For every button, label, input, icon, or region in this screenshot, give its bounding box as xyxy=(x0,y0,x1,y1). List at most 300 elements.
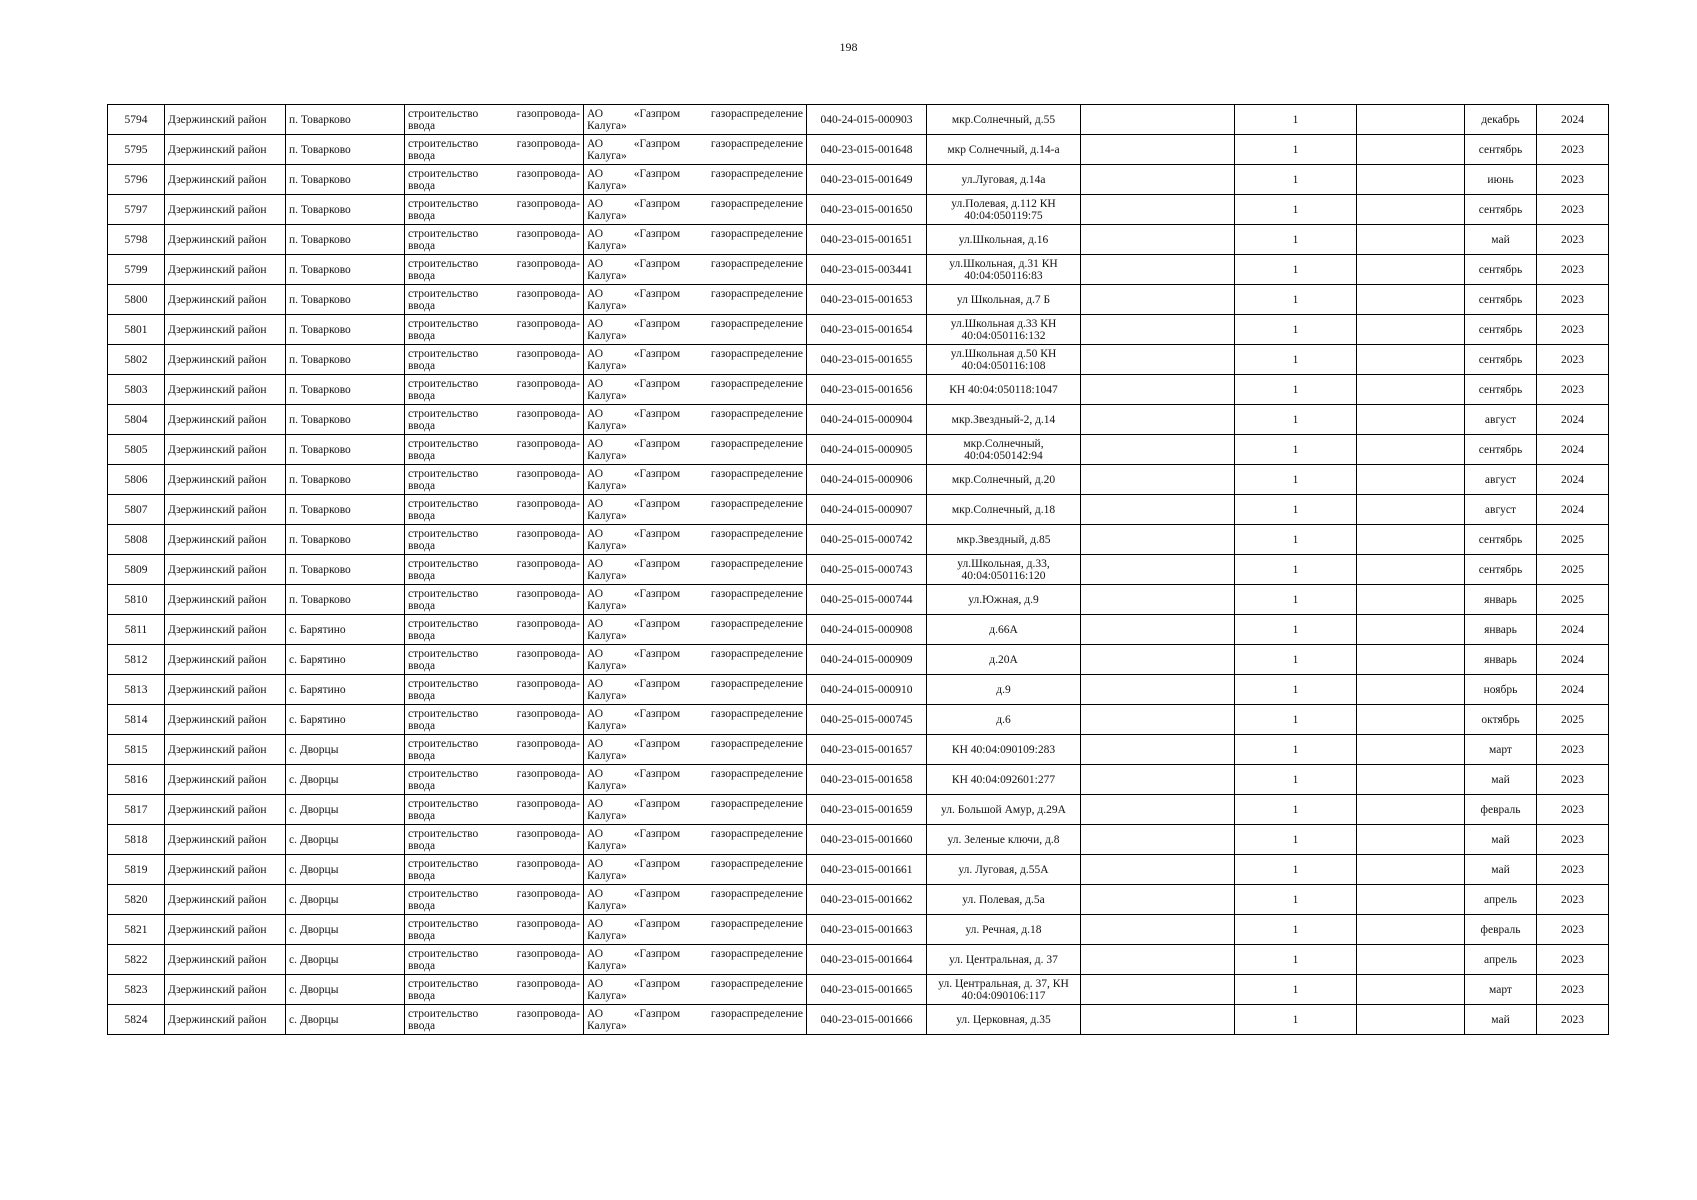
quantity-cell: 1 xyxy=(1235,825,1357,855)
work-type-word-2: газопровода- xyxy=(516,347,580,360)
row-number: 5812 xyxy=(108,645,165,675)
month-cell: сентябрь xyxy=(1465,255,1537,285)
year-cell: 2023 xyxy=(1537,345,1609,375)
registration-code-cell: 040-23-015-001655 xyxy=(807,345,927,375)
work-type-word-3: ввода xyxy=(408,1019,436,1032)
locality-cell: п. Товарково xyxy=(286,525,405,555)
empty-cell xyxy=(1357,195,1465,225)
work-type-word-3: ввода xyxy=(408,719,436,732)
work-type-word-2: газопровода- xyxy=(516,737,580,750)
registration-code-cell: 040-24-015-000907 xyxy=(807,495,927,525)
organization-word-1: АО xyxy=(587,467,604,480)
year-cell: 2024 xyxy=(1537,615,1609,645)
empty-cell xyxy=(1081,495,1235,525)
work-type-word-2: газопровода- xyxy=(516,437,580,450)
address-line-1: д.20А xyxy=(989,653,1018,666)
empty-cell xyxy=(1081,795,1235,825)
address-line-1: д.6 xyxy=(996,713,1011,726)
row-number: 5804 xyxy=(108,405,165,435)
organization-word-2: «Газпром xyxy=(633,1007,681,1020)
empty-cell xyxy=(1081,555,1235,585)
work-type-word-1: строительство xyxy=(408,257,479,270)
work-type-cell xyxy=(405,705,584,735)
registration-code-cell: 040-23-015-001656 xyxy=(807,375,927,405)
empty-cell xyxy=(1357,405,1465,435)
registration-code-cell: 040-23-015-001663 xyxy=(807,915,927,945)
locality-cell: п. Товарково xyxy=(286,585,405,615)
registration-code-cell: 040-24-015-000903 xyxy=(807,105,927,135)
address-line-1: ул.Южная, д.9 xyxy=(968,593,1039,606)
year-cell: 2023 xyxy=(1537,915,1609,945)
organization-word-2: «Газпром xyxy=(633,137,681,150)
address-cell xyxy=(927,735,1081,765)
work-type-word-3: ввода xyxy=(408,539,436,552)
address-line-1: ул. Центральная, д. 37, КН xyxy=(938,977,1069,990)
work-type-word-3: ввода xyxy=(408,179,436,192)
work-type-word-1: строительство xyxy=(408,137,479,150)
empty-cell xyxy=(1357,945,1465,975)
work-type-word-2: газопровода- xyxy=(516,1007,580,1020)
address-cell xyxy=(927,195,1081,225)
organization-word-3: газораспределение xyxy=(710,557,803,570)
locality-cell: п. Товарково xyxy=(286,435,405,465)
table-row xyxy=(108,765,1609,795)
organization-word-4: Калуга» xyxy=(587,989,627,1002)
empty-cell xyxy=(1081,135,1235,165)
organization-cell xyxy=(584,825,807,855)
empty-cell xyxy=(1357,915,1465,945)
year-cell: 2023 xyxy=(1537,735,1609,765)
year-cell: 2023 xyxy=(1537,945,1609,975)
table-row xyxy=(108,885,1609,915)
organization-word-3: газораспределение xyxy=(710,467,803,480)
address-line-1: ул. Зеленые ключи, д.8 xyxy=(947,833,1060,846)
locality-cell: с. Барятино xyxy=(286,675,405,705)
organization-cell xyxy=(584,435,807,465)
organization-word-4: Калуга» xyxy=(587,299,627,312)
year-cell: 2023 xyxy=(1537,375,1609,405)
locality-cell: с. Барятино xyxy=(286,645,405,675)
district-cell: Дзержинский район xyxy=(165,345,286,375)
table-row xyxy=(108,165,1609,195)
registration-code-cell: 040-23-015-001653 xyxy=(807,285,927,315)
address-line-1: ул.Школьная, д.33, xyxy=(957,557,1050,570)
registration-code-cell: 040-25-015-000742 xyxy=(807,525,927,555)
month-cell: январь xyxy=(1465,645,1537,675)
organization-word-3: газораспределение xyxy=(710,197,803,210)
year-cell: 2023 xyxy=(1537,225,1609,255)
table-row xyxy=(108,1005,1609,1035)
district-cell: Дзержинский район xyxy=(165,945,286,975)
organization-word-4: Калуга» xyxy=(587,209,627,222)
month-cell: май xyxy=(1465,825,1537,855)
row-number: 5822 xyxy=(108,945,165,975)
work-type-cell xyxy=(405,555,584,585)
table-row xyxy=(108,465,1609,495)
row-number: 5813 xyxy=(108,675,165,705)
month-cell: январь xyxy=(1465,615,1537,645)
organization-word-2: «Газпром xyxy=(633,167,681,180)
row-number: 5809 xyxy=(108,555,165,585)
work-type-cell xyxy=(405,1005,584,1035)
organization-word-3: газораспределение xyxy=(710,317,803,330)
quantity-cell: 1 xyxy=(1235,735,1357,765)
work-type-word-1: строительство xyxy=(408,947,479,960)
empty-cell xyxy=(1357,315,1465,345)
empty-cell xyxy=(1357,885,1465,915)
year-cell: 2023 xyxy=(1537,165,1609,195)
registration-code-cell: 040-24-015-000910 xyxy=(807,675,927,705)
address-cell xyxy=(927,285,1081,315)
work-type-word-3: ввода xyxy=(408,869,436,882)
year-cell: 2023 xyxy=(1537,195,1609,225)
month-cell: сентябрь xyxy=(1465,315,1537,345)
organization-word-1: АО xyxy=(587,137,604,150)
address-cell xyxy=(927,615,1081,645)
work-type-cell xyxy=(405,765,584,795)
organization-word-4: Калуга» xyxy=(587,149,627,162)
quantity-cell: 1 xyxy=(1235,105,1357,135)
empty-cell xyxy=(1357,495,1465,525)
registration-code-cell: 040-25-015-000745 xyxy=(807,705,927,735)
work-type-word-3: ввода xyxy=(408,389,436,402)
locality-cell: п. Товарково xyxy=(286,135,405,165)
organization-word-3: газораспределение xyxy=(710,887,803,900)
work-type-word-2: газопровода- xyxy=(516,137,580,150)
organization-word-3: газораспределение xyxy=(710,737,803,750)
organization-word-4: Калуга» xyxy=(587,599,627,612)
row-number: 5802 xyxy=(108,345,165,375)
work-type-word-2: газопровода- xyxy=(516,797,580,810)
organization-word-4: Калуга» xyxy=(587,1019,627,1032)
organization-word-1: АО xyxy=(587,767,604,780)
work-type-word-3: ввода xyxy=(408,299,436,312)
organization-word-2: «Газпром xyxy=(633,497,681,510)
work-type-cell xyxy=(405,885,584,915)
address-cell xyxy=(927,495,1081,525)
empty-cell xyxy=(1357,855,1465,885)
registration-code-cell: 040-23-015-001658 xyxy=(807,765,927,795)
empty-cell xyxy=(1357,795,1465,825)
district-cell: Дзержинский район xyxy=(165,585,286,615)
work-type-cell xyxy=(405,255,584,285)
address-cell xyxy=(927,585,1081,615)
locality-cell: с. Дворцы xyxy=(286,975,405,1005)
organization-word-2: «Газпром xyxy=(633,317,681,330)
work-type-cell xyxy=(405,825,584,855)
row-number: 5801 xyxy=(108,315,165,345)
page-number: 198 xyxy=(839,40,858,54)
empty-cell xyxy=(1357,645,1465,675)
work-type-word-1: строительство xyxy=(408,227,479,240)
year-cell: 2024 xyxy=(1537,645,1609,675)
organization-word-3: газораспределение xyxy=(710,647,803,660)
work-type-word-2: газопровода- xyxy=(516,887,580,900)
work-type-word-2: газопровода- xyxy=(516,767,580,780)
work-type-cell xyxy=(405,195,584,225)
locality-cell: п. Товарково xyxy=(286,285,405,315)
work-type-cell xyxy=(405,465,584,495)
month-cell: апрель xyxy=(1465,885,1537,915)
organization-word-3: газораспределение xyxy=(710,767,803,780)
organization-word-3: газораспределение xyxy=(710,977,803,990)
work-type-word-1: строительство xyxy=(408,917,479,930)
locality-cell: с. Дворцы xyxy=(286,795,405,825)
address-line-2: 40:04:050116:83 xyxy=(964,269,1043,282)
empty-cell xyxy=(1357,675,1465,705)
address-line-1: ул.Школьная д.33 КН xyxy=(950,317,1057,330)
registration-code-cell: 040-23-015-001660 xyxy=(807,825,927,855)
locality-cell: п. Товарково xyxy=(286,105,405,135)
organization-cell xyxy=(584,735,807,765)
registration-code-cell: 040-23-015-001649 xyxy=(807,165,927,195)
registration-code-cell: 040-24-015-000906 xyxy=(807,465,927,495)
organization-word-2: «Газпром xyxy=(633,347,681,360)
empty-cell xyxy=(1081,255,1235,285)
empty-cell xyxy=(1081,975,1235,1005)
empty-cell xyxy=(1357,615,1465,645)
empty-cell xyxy=(1081,225,1235,255)
organization-word-4: Калуга» xyxy=(587,569,627,582)
month-cell: сентябрь xyxy=(1465,285,1537,315)
month-cell: сентябрь xyxy=(1465,435,1537,465)
table-row xyxy=(108,615,1609,645)
registration-code-cell: 040-23-015-001659 xyxy=(807,795,927,825)
organization-cell xyxy=(584,675,807,705)
organization-word-2: «Газпром xyxy=(633,257,681,270)
empty-cell xyxy=(1357,375,1465,405)
work-type-cell xyxy=(405,105,584,135)
organization-word-3: газораспределение xyxy=(710,617,803,630)
empty-cell xyxy=(1357,255,1465,285)
row-number: 5808 xyxy=(108,525,165,555)
organization-word-3: газораспределение xyxy=(710,167,803,180)
work-type-word-2: газопровода- xyxy=(516,377,580,390)
quantity-cell: 1 xyxy=(1235,1005,1357,1035)
organization-word-2: «Газпром xyxy=(633,407,681,420)
row-number: 5797 xyxy=(108,195,165,225)
quantity-cell: 1 xyxy=(1235,375,1357,405)
registration-code-cell: 040-25-015-000744 xyxy=(807,585,927,615)
district-cell: Дзержинский район xyxy=(165,675,286,705)
organization-word-1: АО xyxy=(587,167,604,180)
work-type-word-2: газопровода- xyxy=(516,287,580,300)
organization-word-1: АО xyxy=(587,347,604,360)
work-type-cell xyxy=(405,315,584,345)
empty-cell xyxy=(1081,705,1235,735)
organization-cell xyxy=(584,855,807,885)
district-cell: Дзержинский район xyxy=(165,1005,286,1035)
quantity-cell: 1 xyxy=(1235,225,1357,255)
row-number: 5824 xyxy=(108,1005,165,1035)
locality-cell: п. Товарково xyxy=(286,405,405,435)
empty-cell xyxy=(1081,375,1235,405)
work-type-word-1: строительство xyxy=(408,347,479,360)
work-type-word-3: ввода xyxy=(408,959,436,972)
locality-cell: п. Товарково xyxy=(286,195,405,225)
address-cell xyxy=(927,255,1081,285)
row-number: 5795 xyxy=(108,135,165,165)
work-type-word-3: ввода xyxy=(408,599,436,612)
month-cell: февраль xyxy=(1465,795,1537,825)
organization-cell xyxy=(584,915,807,945)
organization-cell xyxy=(584,315,807,345)
month-cell: сентябрь xyxy=(1465,555,1537,585)
work-type-word-1: строительство xyxy=(408,497,479,510)
year-cell: 2023 xyxy=(1537,885,1609,915)
month-cell: август xyxy=(1465,465,1537,495)
empty-cell xyxy=(1357,165,1465,195)
work-type-word-1: строительство xyxy=(408,1007,479,1020)
address-line-2: 40:04:050142:94 xyxy=(964,449,1043,462)
quantity-cell: 1 xyxy=(1235,645,1357,675)
organization-word-4: Калуга» xyxy=(587,479,627,492)
quantity-cell: 1 xyxy=(1235,315,1357,345)
empty-cell xyxy=(1357,765,1465,795)
work-type-word-2: газопровода- xyxy=(516,317,580,330)
work-type-word-2: газопровода- xyxy=(516,527,580,540)
work-type-word-2: газопровода- xyxy=(516,407,580,420)
quantity-cell: 1 xyxy=(1235,345,1357,375)
year-cell: 2023 xyxy=(1537,1005,1609,1035)
locality-cell: с. Барятино xyxy=(286,705,405,735)
address-cell xyxy=(927,945,1081,975)
empty-cell xyxy=(1081,885,1235,915)
district-cell: Дзержинский район xyxy=(165,735,286,765)
organization-word-1: АО xyxy=(587,377,604,390)
empty-cell xyxy=(1357,1005,1465,1035)
month-cell: октябрь xyxy=(1465,705,1537,735)
address-line-1: мкр.Солнечный, д.20 xyxy=(951,473,1056,486)
district-cell: Дзержинский район xyxy=(165,435,286,465)
district-cell: Дзержинский район xyxy=(165,615,286,645)
work-type-word-3: ввода xyxy=(408,989,436,1002)
organization-word-2: «Газпром xyxy=(633,887,681,900)
organization-word-4: Калуга» xyxy=(587,359,627,372)
empty-cell xyxy=(1081,525,1235,555)
district-cell: Дзержинский район xyxy=(165,555,286,585)
row-number: 5794 xyxy=(108,105,165,135)
organization-word-2: «Газпром xyxy=(633,437,681,450)
work-type-word-1: строительство xyxy=(408,617,479,630)
work-type-word-1: строительство xyxy=(408,167,479,180)
organization-word-3: газораспределение xyxy=(710,947,803,960)
locality-cell: с. Дворцы xyxy=(286,735,405,765)
address-cell xyxy=(927,975,1081,1005)
address-line-1: д.66А xyxy=(989,623,1018,636)
organization-word-3: газораспределение xyxy=(710,797,803,810)
work-type-cell xyxy=(405,855,584,885)
registration-code-cell: 040-23-015-001651 xyxy=(807,225,927,255)
address-line-1: ул. Центральная, д. 37 xyxy=(949,953,1058,966)
address-line-2: 40:04:090106:117 xyxy=(961,989,1046,1002)
registration-code-cell: 040-23-015-001665 xyxy=(807,975,927,1005)
organization-cell xyxy=(584,795,807,825)
organization-word-1: АО xyxy=(587,527,604,540)
quantity-cell: 1 xyxy=(1235,165,1357,195)
table-row xyxy=(108,945,1609,975)
district-cell: Дзержинский район xyxy=(165,765,286,795)
organization-word-3: газораспределение xyxy=(710,857,803,870)
table-row xyxy=(108,405,1609,435)
year-cell: 2023 xyxy=(1537,255,1609,285)
address-line-1: ул.Школьная, д.31 КН xyxy=(949,257,1058,270)
organization-word-4: Калуга» xyxy=(587,239,627,252)
table-row xyxy=(108,135,1609,165)
work-type-word-1: строительство xyxy=(408,377,479,390)
empty-cell xyxy=(1357,135,1465,165)
work-type-word-3: ввода xyxy=(408,119,436,132)
quantity-cell: 1 xyxy=(1235,705,1357,735)
work-type-word-1: строительство xyxy=(408,287,479,300)
district-cell: Дзержинский район xyxy=(165,135,286,165)
organization-word-3: газораспределение xyxy=(710,587,803,600)
quantity-cell: 1 xyxy=(1235,675,1357,705)
table-row xyxy=(108,855,1609,885)
locality-cell: п. Товарково xyxy=(286,345,405,375)
row-number: 5806 xyxy=(108,465,165,495)
row-number: 5816 xyxy=(108,765,165,795)
work-type-word-1: строительство xyxy=(408,857,479,870)
organization-word-1: АО xyxy=(587,257,604,270)
work-type-word-3: ввода xyxy=(408,569,436,582)
address-cell xyxy=(927,405,1081,435)
quantity-cell: 1 xyxy=(1235,495,1357,525)
month-cell: май xyxy=(1465,225,1537,255)
address-line-1: д.9 xyxy=(996,683,1011,696)
table-row xyxy=(108,285,1609,315)
organization-word-4: Калуга» xyxy=(587,899,627,912)
organization-cell xyxy=(584,555,807,585)
row-number: 5814 xyxy=(108,705,165,735)
locality-cell: с. Дворцы xyxy=(286,765,405,795)
district-cell: Дзержинский район xyxy=(165,315,286,345)
work-type-word-3: ввода xyxy=(408,209,436,222)
organization-word-3: газораспределение xyxy=(710,527,803,540)
organization-word-1: АО xyxy=(587,407,604,420)
organization-word-3: газораспределение xyxy=(710,437,803,450)
organization-word-3: газораспределение xyxy=(710,107,803,120)
district-cell: Дзержинский район xyxy=(165,195,286,225)
address-cell xyxy=(927,1005,1081,1035)
registration-code-cell: 040-23-015-001666 xyxy=(807,1005,927,1035)
address-line-2: 40:04:050119:75 xyxy=(964,209,1043,222)
organization-cell xyxy=(584,1005,807,1035)
organization-word-1: АО xyxy=(587,647,604,660)
organization-word-2: «Газпром xyxy=(633,377,681,390)
organization-word-4: Калуга» xyxy=(587,959,627,972)
year-cell: 2025 xyxy=(1537,525,1609,555)
address-line-1: ул.Полевая, д.112 КН xyxy=(951,197,1056,210)
work-type-cell xyxy=(405,645,584,675)
work-type-word-3: ввода xyxy=(408,659,436,672)
address-cell xyxy=(927,705,1081,735)
district-cell: Дзержинский район xyxy=(165,105,286,135)
work-type-cell xyxy=(405,135,584,165)
district-cell: Дзержинский район xyxy=(165,795,286,825)
organization-word-2: «Газпром xyxy=(633,707,681,720)
address-cell xyxy=(927,165,1081,195)
organization-cell xyxy=(584,345,807,375)
registration-code-cell: 040-23-015-001648 xyxy=(807,135,927,165)
work-type-word-3: ввода xyxy=(408,239,436,252)
organization-word-3: газораспределение xyxy=(710,287,803,300)
year-cell: 2025 xyxy=(1537,705,1609,735)
work-type-cell xyxy=(405,795,584,825)
table-row xyxy=(108,255,1609,285)
quantity-cell: 1 xyxy=(1235,945,1357,975)
registration-code-cell: 040-24-015-000908 xyxy=(807,615,927,645)
